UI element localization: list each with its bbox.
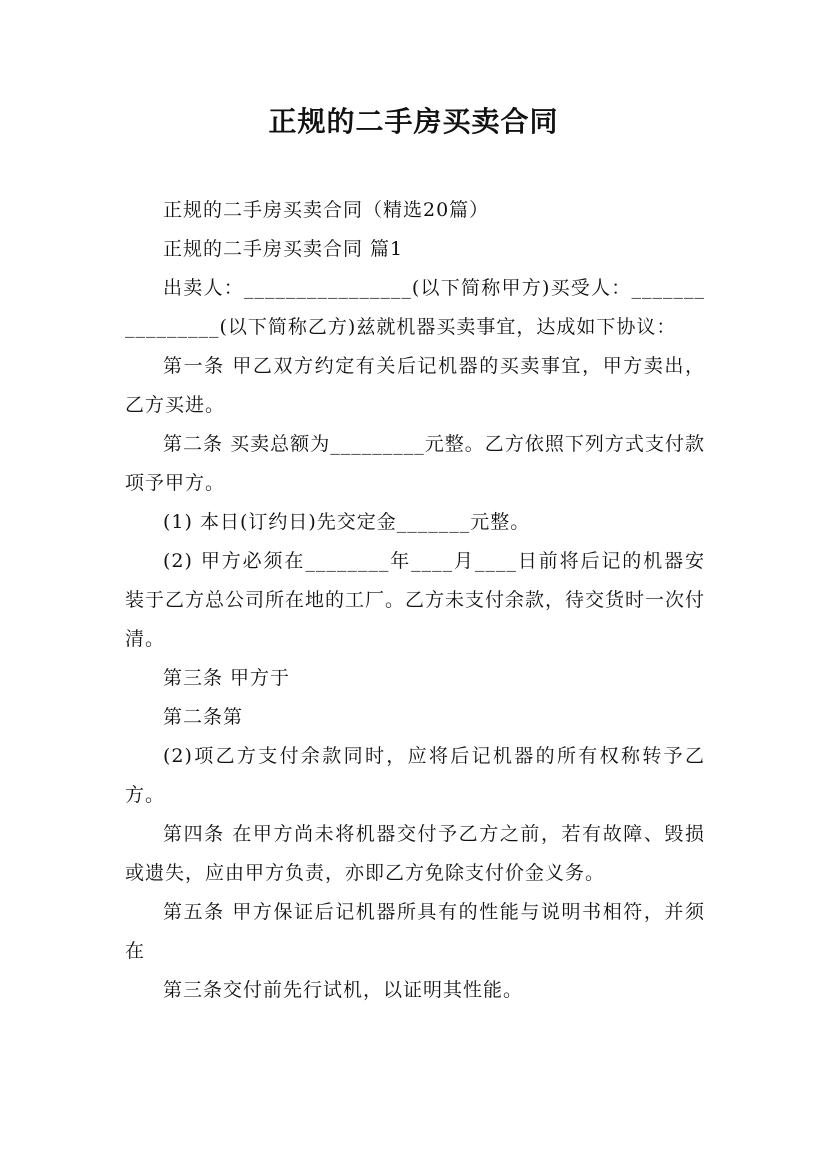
paragraph-article-2-item-2: (2) 甲方必须在________年____月____日前将后记的机器安装于乙方总公司所在地的工厂。乙方未支付余款，待交货时一次付清。 [125,550,706,650]
paragraph-subtitle: 正规的二手房买卖合同（精选20篇） [163,199,490,221]
paragraph-article-4: 第四条 在甲方尚未将机器交付予乙方之前，若有故障、毁损或遗失，应由甲方负责，亦即乙方免除支付价金义务。 [125,823,705,884]
paragraph-article-2: 第二条 买卖总额为_________元整。乙方依照下列方式支付款项予甲方。 [125,433,705,494]
paragraph-article-5-cont: 第三条交付前先行试机，以证明其性能。 [163,979,524,1001]
document-body [125,191,705,1010]
paragraph-article-5: 第五条 甲方保证后记机器所具有的性能与说明书相符，并须在 [125,901,705,962]
paragraph-article-2-item-1: (1) 本日(订约日)先交定金_______元整。 [163,511,531,533]
paragraph-section-heading: 正规的二手房买卖合同 篇1 [163,238,404,260]
paragraph-article-3-cont: (2)项乙方支付余款同时，应将后记机器的所有权称转予乙方。 [125,745,705,806]
paragraph-parties: 出卖人：________________(以下简称甲方)买受人：________________(以下简称乙方)兹就机器买卖事宜，达成如下协议： [125,277,705,338]
document-title: 正规的二手房买卖合同 [268,105,559,138]
paragraph-article-3: 第三条 甲方于 [163,667,291,689]
paragraph-article-1: 第一条 甲乙双方约定有关后记机器的买卖事宜，甲方卖出，乙方买进。 [125,355,705,416]
paragraph-article-3-ref: 第二条第 [163,706,244,728]
